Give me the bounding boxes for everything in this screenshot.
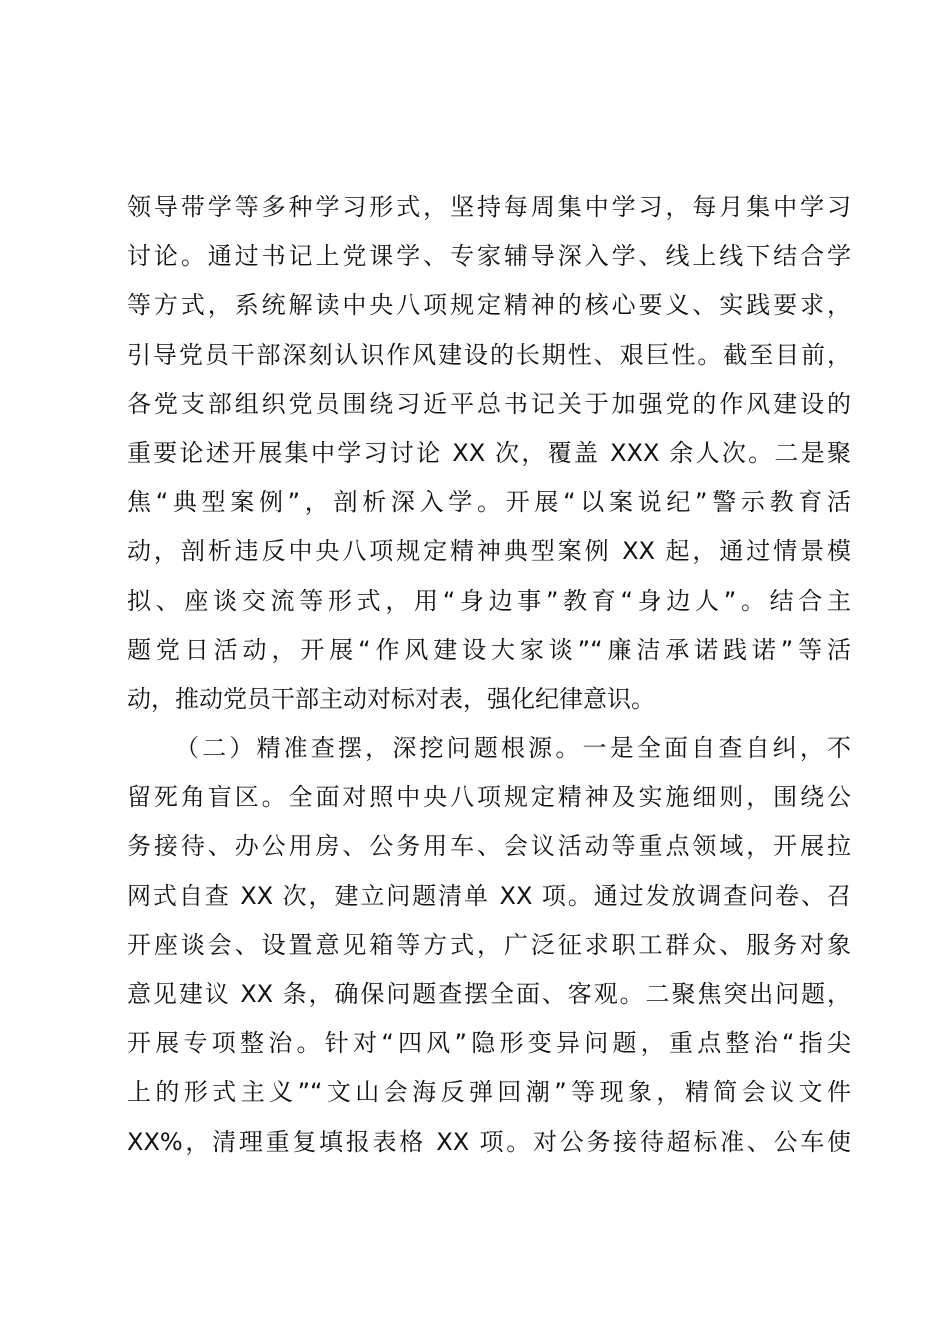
text-line: 开展专项整治。针对“四风”隐形变异问题，重点整治“指尖 — [127, 1029, 851, 1058]
section-heading-line: （二）精准查摆，深挖问题根源。一是全面自查自纠，不 — [175, 734, 851, 763]
text-line: 各党支部组织党员围绕习近平总书记关于加强党的作风建设的 — [127, 389, 851, 418]
text-line: 等方式，系统解读中央八项规定精神的核心要义、实践要求， — [127, 291, 851, 320]
text-line: 领导带学等多种学习形式，坚持每周集中学习，每月集中学习 — [127, 193, 851, 221]
text-line: 开座谈会、设置意见箱等方式，广泛征求职工群众、服务对象 — [127, 930, 851, 959]
text-line: 引导党员干部深刻认识作风建设的长期性、艰巨性。截至目前， — [127, 340, 851, 369]
text-line: 焦“典型案例”，剖析深入学。开展“以案说纪”警示教育活 — [127, 488, 851, 517]
text-line: 动，推动党员干部主动对标对表，强化纪律意识。 — [127, 684, 655, 713]
body-text — [127, 183, 851, 1167]
text-line: 题党日活动，开展“作风建设大家谈”“廉洁承诺践诺”等活 — [127, 635, 851, 664]
text-line: 务接待、办公用房、公务用车、会议活动等重点领域，开展拉 — [127, 832, 851, 861]
text-line: 重要论述开展集中学习讨论 XX 次，覆盖 XXX 余人次。二是聚 — [127, 438, 851, 467]
text-line: 拟、座谈交流等形式，用“身边事”教育“身边人”。结合主 — [127, 586, 851, 615]
text-line: 留死角盲区。全面对照中央八项规定精神及实施细则，围绕公 — [127, 783, 851, 812]
text-line: 讨论。通过书记上党课学、专家辅导深入学、线上线下结合学 — [127, 242, 851, 271]
text-line: 意见建议 XX 条，确保问题查摆全面、客观。二聚焦突出问题， — [127, 980, 851, 1008]
text-line: 上的形式主义”“文山会海反弹回潮”等现象，精简会议文件 — [127, 1078, 851, 1107]
text-line: 动，剖析违反中央八项规定精神典型案例 XX 起，通过情景模 — [127, 537, 851, 566]
text-line: XX%，清理重复填报表格 XX 项。对公务接待超标准、公车使 — [127, 1127, 851, 1156]
text-line: 网式自查 XX 次，建立问题清单 XX 项。通过发放调查问卷、召 — [127, 881, 851, 910]
